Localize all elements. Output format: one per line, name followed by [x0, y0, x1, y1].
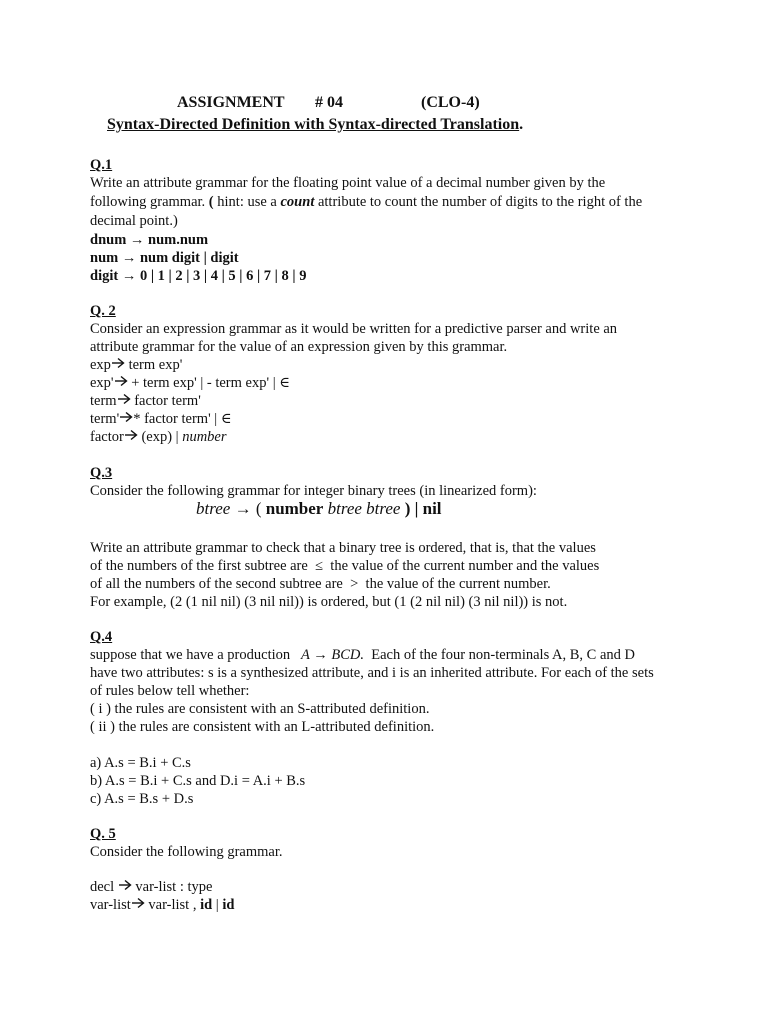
- q5-rule-1: decl var-list : type: [90, 879, 213, 895]
- q4-option-a: a) A.s = B.i + C.s: [90, 755, 191, 771]
- q3-btree-grammar: btree → ( number btree btree ) | nil: [196, 499, 442, 518]
- q3-label: Q.3: [90, 465, 113, 481]
- right-arrow-icon: [111, 357, 125, 369]
- right-arrow-icon: [131, 897, 145, 909]
- q2-line1: Consider an expression grammar as it would be written for a predictive parser and write an: [90, 321, 618, 337]
- q4-line1: suppose that we have a production A → BCD. Each of the four non-terminals A, B, C and D: [90, 647, 636, 663]
- q2-line2: attribute grammar for the value of an expression given by this grammar.: [90, 339, 508, 355]
- q1-line1: Write an attribute grammar for the floating point value of a decimal number given by the: [90, 175, 606, 191]
- assignment-subtitle: Syntax-Directed Definition with Syntax-directed Translation.: [107, 116, 524, 133]
- q1-label: Q.1: [90, 157, 113, 173]
- q2-rule-1: exp term exp': [90, 357, 183, 373]
- q4-line5: ( ii ) the rules are consistent with an L-attributed definition.: [90, 719, 435, 735]
- q4-line3: of rules below tell whether:: [90, 683, 250, 699]
- q5-rule-2: var-list var-list , id | id: [90, 897, 235, 913]
- q1-line2: following grammar. ( hint: use a count attribute to count the number of digits to the right of the: [90, 194, 643, 210]
- q1-grammar-3: digit → 0 | 1 | 2 | 3 | 4 | 5 | 6 | 7 | 8 | 9: [90, 268, 307, 284]
- q4-option-b: b) A.s = B.i + C.s and D.i = A.i + B.s: [90, 773, 306, 789]
- q3-para-4: For example, (2 (1 nil nil) (3 nil nil)) is ordered, but (1 (2 nil nil) (3 nil nil)) is not.: [90, 594, 568, 610]
- q2-rule-5: factor (exp) | number: [90, 429, 227, 445]
- q1-grammar-1: dnum → num.num: [90, 232, 209, 248]
- right-arrow-icon: [117, 393, 131, 405]
- q4-option-c: c) A.s = B.s + D.s: [90, 791, 194, 807]
- q1-line3: decimal point.): [90, 213, 178, 229]
- assignment-number: # 04: [315, 94, 343, 111]
- clo-label: (CLO-4): [421, 94, 480, 111]
- q1-grammar-2: num → num digit | digit: [90, 250, 239, 266]
- right-arrow-icon: [118, 879, 132, 891]
- q3-para-1: Write an attribute grammar to check that a binary tree is ordered, that is, that the values: [90, 540, 596, 556]
- q5-label: Q. 5: [90, 826, 116, 842]
- q4-label: Q.4: [90, 629, 113, 645]
- q2-rule-3: term factor term': [90, 393, 201, 409]
- q4-line4: ( i ) the rules are consistent with an S-attributed definition.: [90, 701, 430, 717]
- q3-line1: Consider the following grammar for integer binary trees (in linearized form):: [90, 483, 537, 499]
- q2-label: Q. 2: [90, 303, 116, 319]
- q5-line1: Consider the following grammar.: [90, 844, 283, 860]
- right-arrow-icon: [119, 411, 133, 423]
- right-arrow-icon: [124, 429, 138, 441]
- q2-rule-2: exp' + term exp' | - term exp' | ∈: [90, 375, 290, 391]
- q3-para-2: of the numbers of the first subtree are ≤ the value of the current number and the values: [90, 558, 600, 574]
- assignment-title: ASSIGNMENT: [177, 94, 285, 111]
- q4-line2: have two attributes: s is a synthesized attribute, and i is an inherited attribute. For each of the sets: [90, 665, 654, 681]
- q3-para-3: of all the numbers of the second subtree are > the value of the current number.: [90, 576, 551, 592]
- q2-rule-4: term' * factor term' | ∈: [90, 411, 232, 427]
- right-arrow-icon: [114, 375, 128, 387]
